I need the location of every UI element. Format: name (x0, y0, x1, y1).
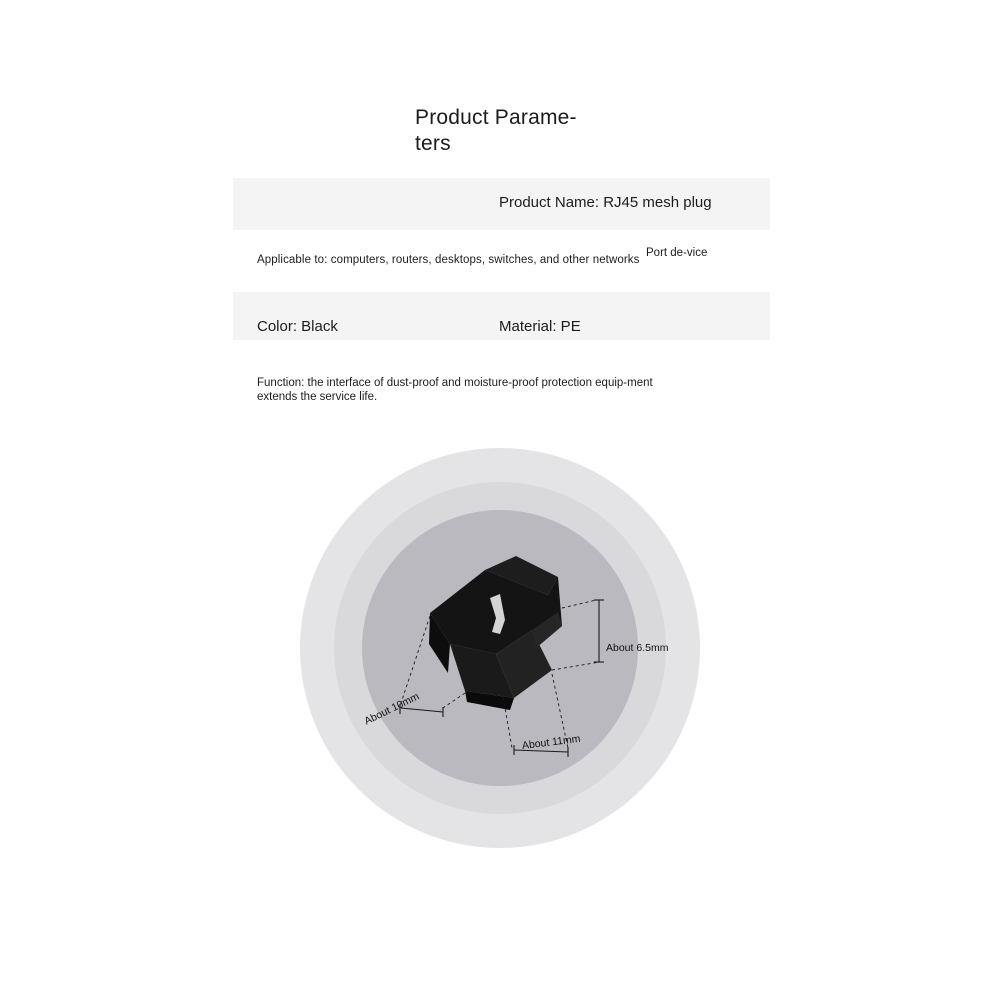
spec-table (233, 178, 770, 403)
plug-body (429, 556, 562, 710)
applicable-to-overflow-text: Port de-vice (646, 247, 708, 259)
page-title-line-2: ters (415, 132, 451, 155)
material-value: Material: PE (499, 318, 581, 335)
page-title-line-1: Product Parame- (415, 106, 577, 129)
product-photo (300, 448, 700, 848)
dimension-height-label: About 6.5mm (606, 642, 669, 654)
page-title (415, 105, 595, 157)
dimension-width-label: About 11mm (521, 732, 582, 752)
dimension-length-label: About 10mm (362, 690, 422, 728)
product-name-value: Product Name: RJ45 mesh plug (499, 194, 712, 211)
function-text: Function: the interface of dust-proof and moisture-proof protection equip-ment extends the service life. (257, 377, 653, 403)
color-value: Color: Black (257, 318, 338, 335)
applicable-to-text: Applicable to: computers, routers, desktops, switches, and other networks (257, 254, 640, 266)
